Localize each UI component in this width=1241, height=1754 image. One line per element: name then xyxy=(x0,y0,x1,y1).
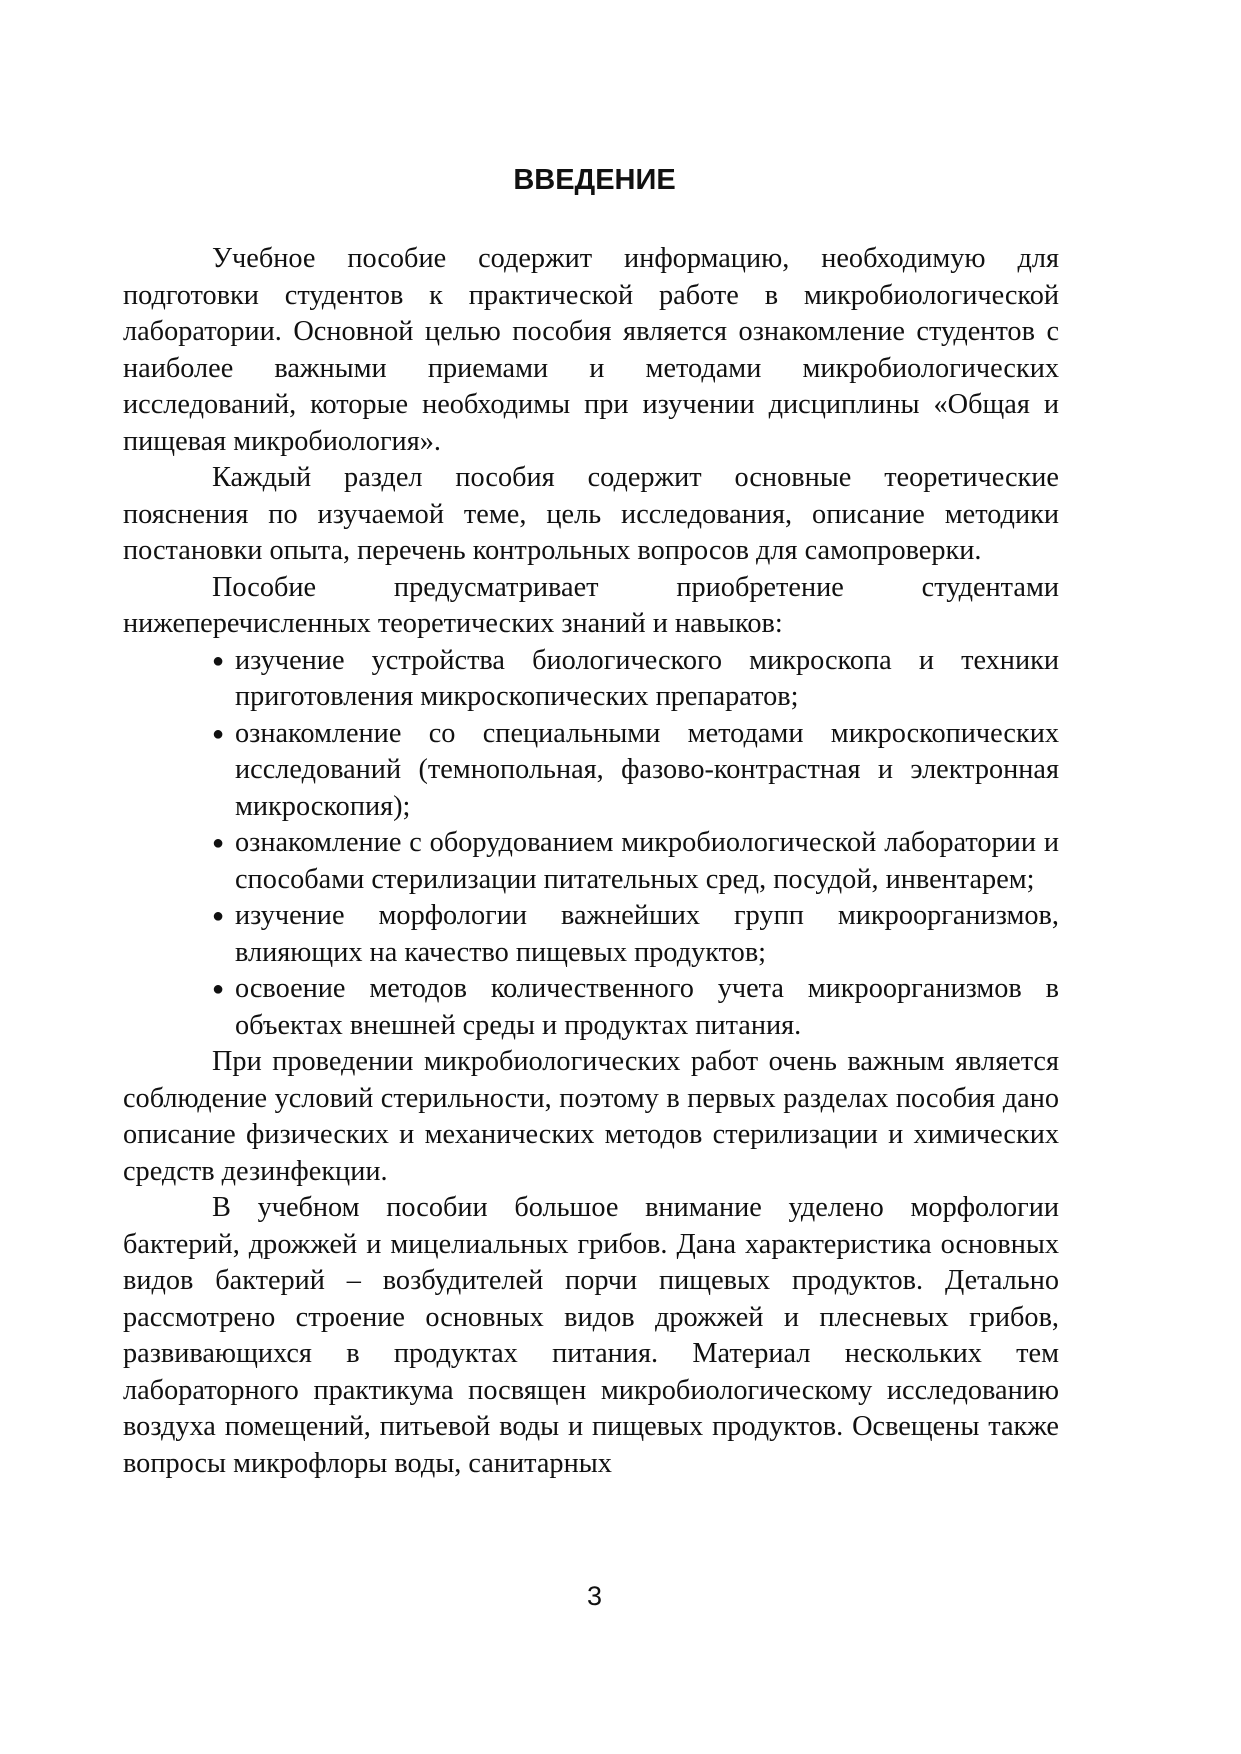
list-item xyxy=(212,825,1059,898)
page-title: ВВЕДЕНИЕ xyxy=(513,164,676,196)
paragraph: В учебном пособии большое внимание уделено морфологии бактерий, дрожжей и мицелиальных грибов. Дана характеристика основных видов бактерий – возбудителей порчи пищевых продуктов. Детально рассмотрено строение основных видов дрожжей и плесневых грибов, развивающихся в продуктах питания. Материал нескольких тем лабораторного практикума посвящен микробиологическому исследованию воздуха помещений, питьевой воды и пищевых продуктов. Освещены также вопросы микрофлоры воды, санитарных xyxy=(123,1192,1059,1479)
list-item xyxy=(212,971,1059,1044)
skills-list xyxy=(123,643,1059,1045)
paragraph: Учебное пособие содержит информацию, необходимую для подготовки студентов к практической работе в микробиологической лаборатории. Основной целью пособия является ознакомление студентов с наиболее важными приемами и методами микробиологических исследований, которые необходимы при изучении дисциплины «Общая и пищевая микробиология». xyxy=(123,243,1059,457)
list-item xyxy=(212,643,1059,716)
bullet-icon: ● xyxy=(212,832,225,854)
paragraph: При проведении микробиологических работ очень важным является соблюдение условий стерильности, поэтому в первых разделах пособия дано описание физических и механических методов стерилизации и химических средств дезинфекции. xyxy=(123,1046,1059,1187)
bullet-icon: ● xyxy=(212,978,225,1000)
list-item-text: ознакомление с оборудованием микробиологической лаборатории и способами стерилизации питательных сред, посудой, инвентарем; xyxy=(235,827,1059,895)
paragraph: Каждый раздел пособия содержит основные теоретические пояснения по изучаемой теме, цель исследования, описание методики постановки опыта, перечень контрольных вопросов для самопроверки. xyxy=(123,462,1059,566)
list-item-text: освоение методов количественного учета микроорганизмов в объектах внешней среды и продуктах питания. xyxy=(235,973,1059,1041)
list-item xyxy=(212,898,1059,971)
page-number: 3 xyxy=(586,1581,603,1611)
body-text xyxy=(123,241,1059,1482)
paragraph: Пособие предусматривает приобретение студентами нижеперечисленных теоретических знаний и навыков: xyxy=(123,571,1059,639)
bullet-icon: ● xyxy=(212,722,225,745)
bullet-icon: ● xyxy=(212,649,225,672)
list-item xyxy=(212,716,1059,826)
list-item-text: изучение устройства биологического микроскопа и техники приготовления микроскопических препаратов; xyxy=(235,644,1059,712)
list-item-text: ознакомление со специальными методами микроскопических исследований (темнопольная, фазово-контрастная и электронная микроскопия); xyxy=(235,717,1059,822)
list-item-text: изучение морфологии важнейших групп микроорганизмов, влияющих на качество пищевых продуктов; xyxy=(235,900,1059,968)
bullet-icon: ● xyxy=(212,905,225,927)
